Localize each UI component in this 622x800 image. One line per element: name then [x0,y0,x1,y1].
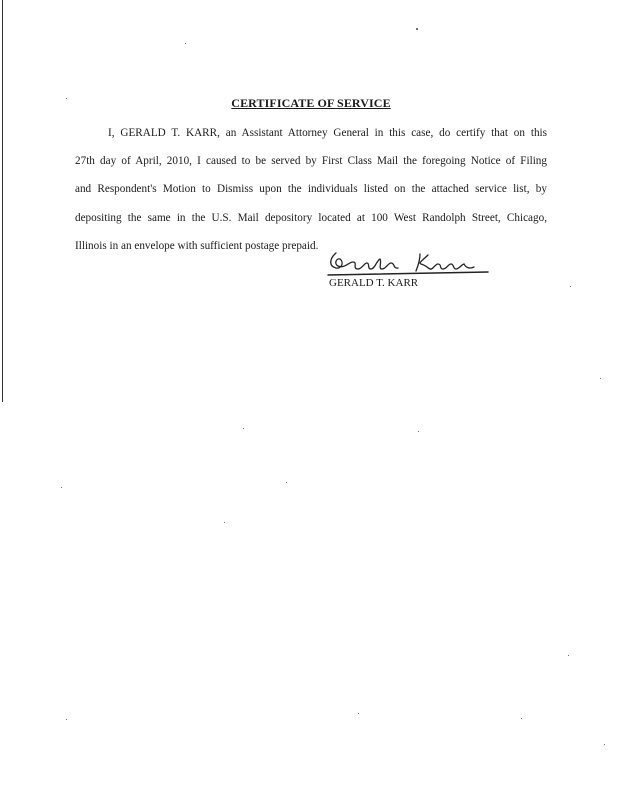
scan-speck [243,428,244,429]
scan-speck [568,655,569,656]
scan-speck [286,482,287,483]
scan-speck [418,431,419,432]
scan-speck [604,744,605,745]
scan-speck [521,718,522,719]
body-line: 27th day of April, 2010, I caused to be served by First Class Mail the foregoing Notice of Filing [75,155,547,168]
scan-speck [61,487,62,488]
scan-speck [600,378,601,379]
certificate-title: CERTIFICATE OF SERVICE [231,96,391,110]
body-line: and Respondent's Motion to Dismiss upon the individuals listed on the attached service list, by [75,183,547,196]
scan-speck [66,719,67,720]
scan-speck [224,522,225,523]
scan-edge-line [2,0,3,402]
body-line: I, GERALD T. KARR, an Assistant Attorney General in this case, do certify that on this [108,127,547,139]
scan-speck [416,28,418,30]
certificate-body [75,119,547,260]
body-line: Illinois in an envelope with sufficient postage prepaid. [75,239,319,252]
scan-speck [570,286,571,287]
body-line: depositing the same in the U.S. Mail depository located at 100 West Randolph Street, Chicago, [75,211,547,224]
scan-speck [358,713,359,714]
scan-speck [185,43,186,44]
signer-name: GERALD T. KARR [329,277,419,289]
